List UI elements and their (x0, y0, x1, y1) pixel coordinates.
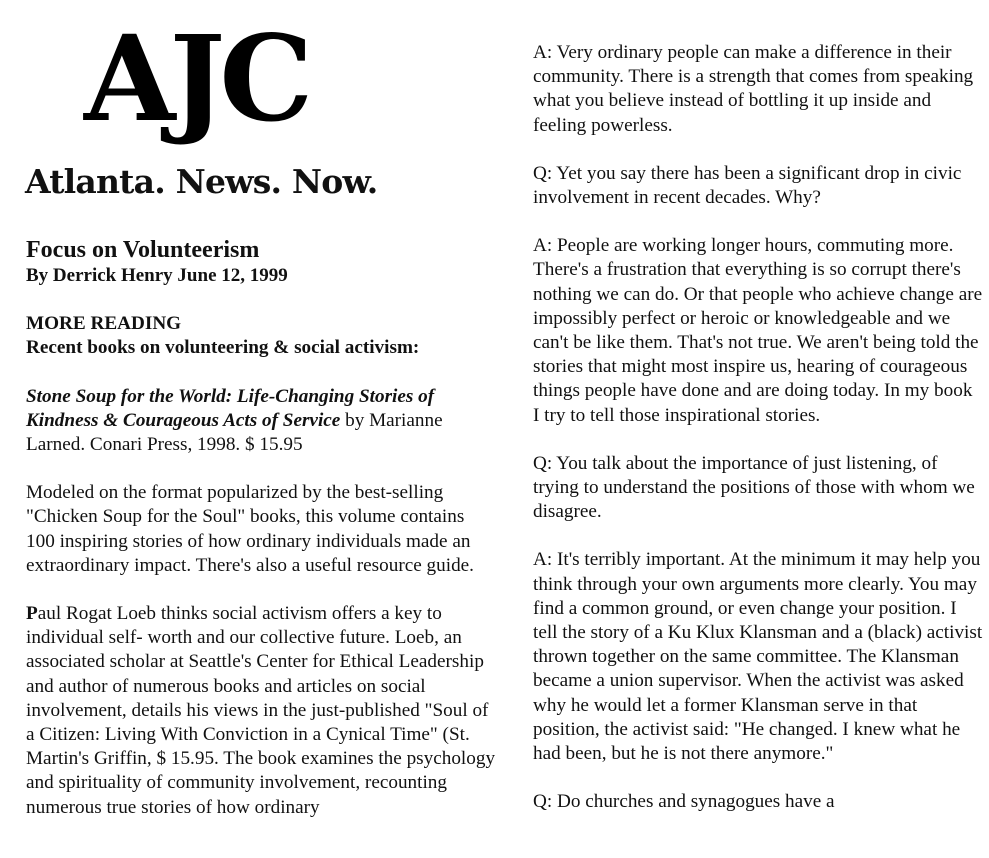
book-citation: by Marianne Larned. Conari Press, 1998. $ 15.95 (26, 409, 443, 456)
interview-question: Q: Yet you say there has been a significant drop in civic involvement in recent decades. Why? (533, 162, 962, 209)
interview-answer: A: It's terribly important. At the minimum it may help you think through your own arguments more clearly. You may find a common ground, or even change your position. I tell the story of a Ku Klux Klansman and a (black) activist thrown together on the same committee. The Klansman became a union supervisor. When the activist was asked why he would let a former Klansman serve in that position, the activist said: "He changed. I knew what he had been, but he is not there anymore." (533, 549, 983, 765)
section-heading: MORE READING (26, 313, 182, 335)
masthead-tagline: Atlanta. News. Now. (25, 162, 378, 201)
book2-intro-text: aul Rogat Loeb thinks social activism offers a key to individual self- worth and our collective future. Loeb, an associated scholar at Seattle's Center for Ethical Leadership and author of numerous books and articles on social involvement, details his views in the just-published "Soul of a Citizen: Living With Conviction in a Cynical Time" (St. Martin's Griffin, $ 15.95. The book examines the psychology and spirituality of community involvement, recounting numerous true stories of how ordinary (26, 603, 496, 818)
interview-question: Q: You talk about the importance of just listening, of trying to understand the positions of those with whom we disagree. (533, 452, 975, 523)
article-headline: Focus on Volunteerism (26, 237, 260, 263)
book-entry (26, 385, 496, 458)
right-column (533, 41, 983, 838)
interview-question: Q: Do churches and synagogues have a (533, 791, 835, 813)
left-column (26, 236, 496, 844)
book-title: Stone Soup for the World: Life-Changing Stories of Kindness & Courageous Acts of Service (26, 385, 435, 431)
interview-answer: A: People are working longer hours, commuting more. There's a frustration that everything is so corrupt there's nothing we can do. Or that people who achieve change are impossibly perfect or heroic or knowledgeable and we can't be like them. That's not true. We aren't being told the stories that might most inspire us, hearing of courageous things people have done and are doing today. In my book I try to tell those inspirational stories. (533, 235, 983, 426)
logo-text: AJC (84, 9, 308, 148)
book-review: Modeled on the format popularized by the best-selling "Chicken Soup for the Soul" books, this volume contains 100 inspiring stories of how ordinary individuals made an extraordinary impact. There's also a useful resource guide. (26, 482, 474, 576)
ajc-logo (84, 4, 344, 154)
drop-initial: P (26, 603, 38, 625)
section-subheading: Recent books on volunteering & social activism: (26, 337, 420, 359)
book2-intro-paragraph (26, 602, 496, 820)
interview-answer: A: Very ordinary people can make a difference in their community. There is a strength that comes from speaking what you believe instead of bottling it up inside and feeling powerless. (533, 42, 974, 136)
article-byline: By Derrick Henry June 12, 1999 (26, 265, 288, 286)
